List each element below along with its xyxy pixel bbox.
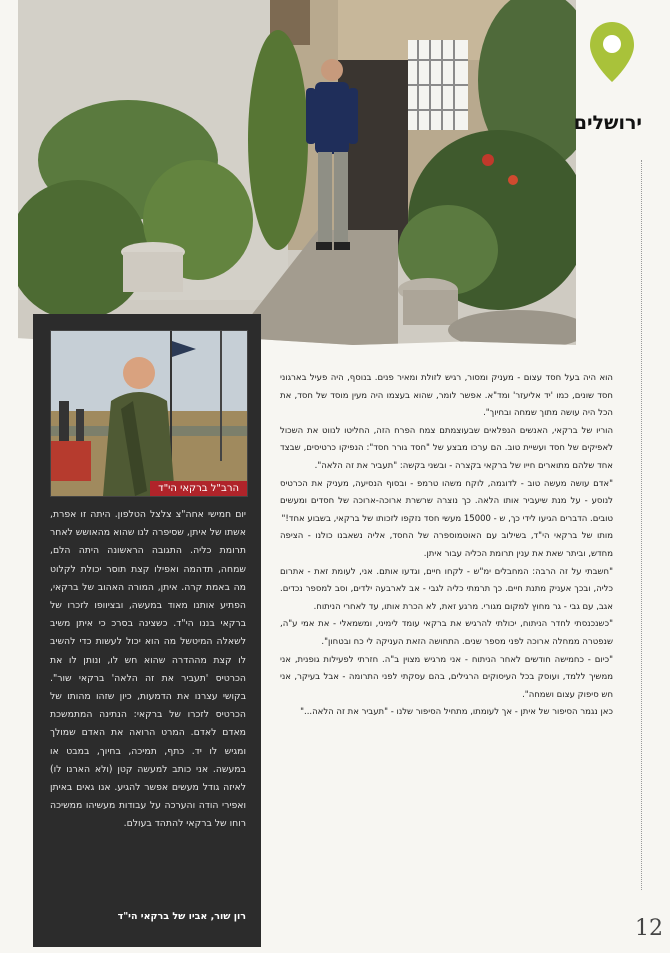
main-photo xyxy=(18,0,576,345)
photo-man-in-garden xyxy=(18,0,576,345)
article-paragraph: "כשנכנסתי לחדר הניתוח, יכולתי להרגיש את ברקאי עומד לימיני, ומשמאלי - את אמי ע"ה, שנפטרה ממחלה ארוכה לפני מספר שנים. התחושה הזאת העניקה לי כח ובטחון". xyxy=(280,619,613,647)
article-paragraph: "כיום - כחמישה חודשים לאחר הניתוח - אני מרגיש מצוין ב"ה. חזרתי לפעילות גופנית, אני ממשיך ללמד, ועוסק בכל העיסוקים הרגילים, בהם עסקתי לפני התרומה - אבל בעיקר, אני חש סיפוק עצום ושמחה". xyxy=(280,654,613,700)
article-paragraph: מותו של ברקאי הי"ד, בשילוב עם האוטמוספרה של החסד, אליה נשאבנו כולנו - הציפה מחדש, וביתר שאת את ענין תרומת הכליה עבור איתן. xyxy=(280,531,613,559)
article-body xyxy=(280,370,613,722)
photo-soldier xyxy=(51,331,247,496)
article-paragraph: "אדם עושה מעשה טוב - לדוגמה, לוקח משהו טרמפ - ובסוף הנסיעה, מעניק את הכרטיס לנוסע - על מנת שיעביר אותו הלאה. כך נוצרה שרשרת ארוכה-ארוכה של חסדים ומעשים טובים. הדברים הגיעו לידי כך, ש - 15000 מעשי חסד נזקפו לזכותו של ברקאי, בשבוע אחד!" xyxy=(280,478,613,524)
photo-caption: הרב"ל ברקאי הי"ד xyxy=(150,481,247,496)
sidebar-paragraph: יום חמישי אחה"צ צלצל הטלפון. היתה זו אפרת, אשתו של איתן, שסיפרה לנו שהוא מהאושש לאחר תרומת כליה. התגובה הראשונה היתה הלם, שמחה, תדהמה ואפילו קצת תוסר יכולת לקלוט מה באמת קרה. איתן, המורה האהוב של ברקאי, הפתיע אותנו מאוד במעשה, ובציוופו לזכרו של ברקאי בננו הי"ד. כשצינה בסרכ כי איתן משיב לשאלה המיטשל מה הוא יכול לעשות כדי להשיב לו קצת מההדרה שהוא חש לו, ונותן לו את הכרטיס 'תעביר את זה הלאה' ברקאי שור". בקושי עצרנו את הדמעות, כיון שזהו מהותו של הכרטיס לזכרו של ברקאי: הנתינה המתמשכת מאדם לאדם. המרט הרואה את האדם שמולך ומגיש לו יד. כתף, תמיכה, בחיוך, במבט או במעשה. אני כותב למעשה קטן (ולא הארנו לו) לאיזה גודל מעשים אפשר להגיע. אנו גאים באיתן ואפירי הודה והערכה על עבודות מעשיהו ממשיכה רוחו של ברקאי להתהד בעולם. xyxy=(50,509,246,830)
map-pin-icon xyxy=(588,20,636,84)
sidebar-photo xyxy=(50,330,248,497)
article-paragraph: הוריו של ברקאי, האנשים הנפלאים שבעוצמתם צמח הפרח הזה, החליטו לנווט את השכול לאפיקים של חסד ועשיית טוב. הם ערכו מבצע של "חסד גורר חסד": הנפיקו כרטיסים, שבצד אחד שלהם מתוארים חייו של ברקאי בקצרה - ובשני בקשה: "תעביר את זה הלאה". xyxy=(280,425,613,471)
sidebar-box xyxy=(33,314,261,947)
article-paragraph: "חשבתי על זה הרבה: המחבלים ימ"ש - לקחו חיים, וגדעו אותם. אני, לעומת זאת - אתרום כליה, ובכך אעניק מתנת חיים. כך תרמתי כליה לגבי - אב לארבעה ילדים, וסב למספר נכדים. אגב, עם גבי - גר מחוץ למקום מגורי. מרגע זאת, לא הכרת אותו, עד לאחרי הניתוח. xyxy=(280,566,613,612)
article-paragraph: כאן נגמר הסיפור של איתן - אך לעומתו, מתחיל הסיפור שלנו - "תעביר את זה הלאה..." xyxy=(300,707,613,718)
sidebar-signature: רון שור, אביו של ברקאי הי"ד xyxy=(117,911,246,922)
city-name: ירושלים xyxy=(573,112,642,134)
side-rule xyxy=(641,160,642,890)
page-number: 12 xyxy=(635,916,663,941)
sidebar-text xyxy=(50,506,246,834)
article-paragraph: הוא היה בעל חסד עצום - מעניק ומסור, רגיש לזולת ומאיר פנים. בנוסף, היה פעיל בארגוני חסד שונים, כמו 'יד אליעזר' ומד"א. אפשר לומר, שהוא בעצמו היה מעין מוסד של חסד, את הכל היה עושה מתוך שמחה ובחיוך". xyxy=(280,373,613,419)
